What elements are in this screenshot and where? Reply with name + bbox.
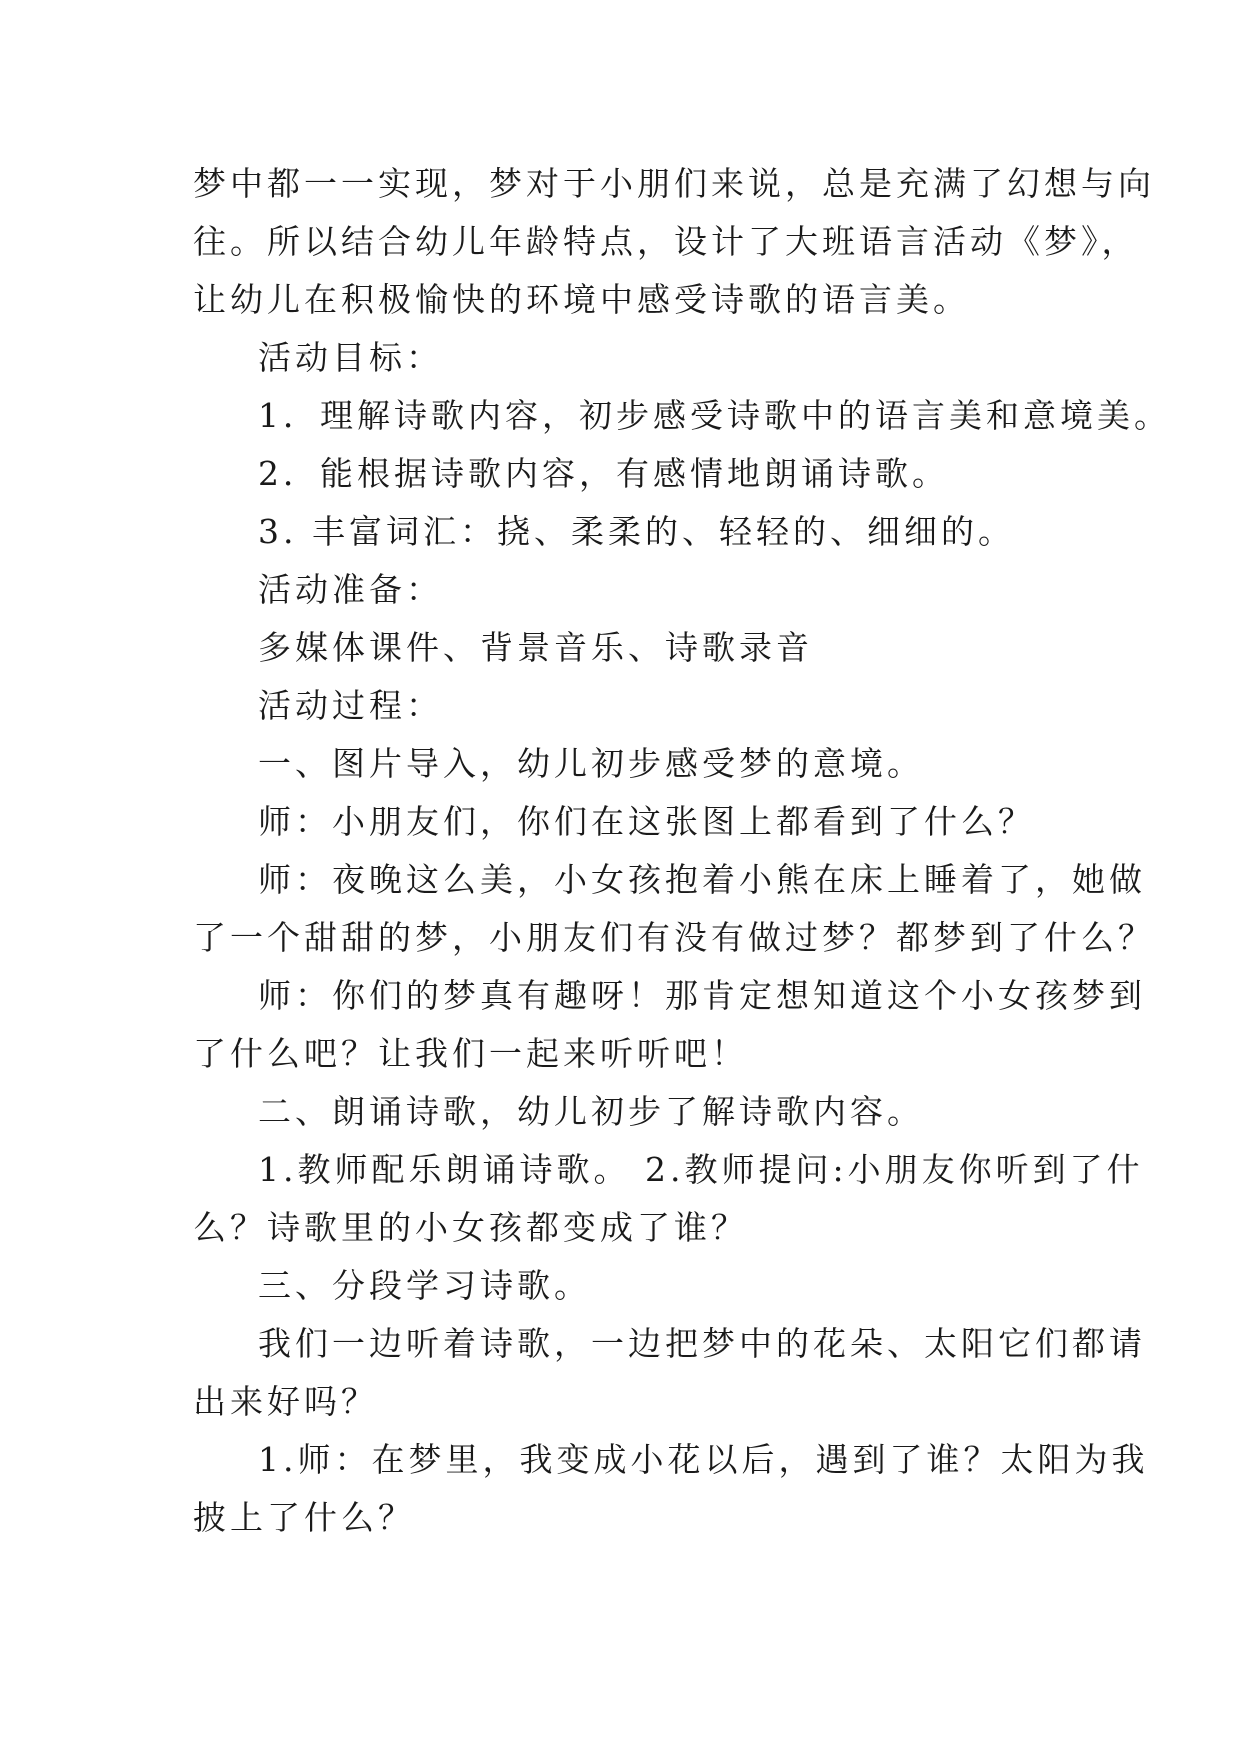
text-line: 出来好吗？	[193, 1382, 378, 1421]
section-heading-preparation: 活动准备：	[258, 570, 443, 609]
list-item: 3. 丰富词汇：挠、柔柔的、轻轻的、细细的。	[258, 512, 1015, 551]
text-line: 让幼儿在积极愉快的环境中感受诗歌的语言美。	[193, 280, 970, 319]
list-item: 1．理解诗歌内容，初步感受诗歌中的语言美和意境美。	[258, 396, 1171, 435]
step-heading: 一、图片导入，幼儿初步感受梦的意境。	[258, 744, 924, 783]
list-item: 2．能根据诗歌内容，有感情地朗诵诗歌。	[258, 454, 949, 493]
text-line: 师：夜晚这么美，小女孩抱着小熊在床上睡着了，她做	[258, 860, 1146, 899]
step-heading: 二、朗诵诗歌，幼儿初步了解诗歌内容。	[258, 1092, 924, 1131]
text-line: 多媒体课件、背景音乐、诗歌录音	[258, 628, 813, 667]
text-line: 我们一边听着诗歌，一边把梦中的花朵、太阳它们都请	[258, 1324, 1146, 1363]
text-line: 1.教师配乐朗诵诗歌。 2.教师提问:小朋友你听到了什	[258, 1150, 1144, 1189]
text-line: 披上了什么？	[193, 1498, 415, 1537]
text-line: 么？诗歌里的小女孩都变成了谁？	[193, 1208, 748, 1247]
text-line: 梦中都一一实现，梦对于小朋们来说，总是充满了幻想与向	[193, 164, 1155, 203]
text-line: 1.师：在梦里，我变成小花以后，遇到了谁？太阳为我	[258, 1440, 1149, 1479]
section-heading-goals: 活动目标：	[258, 338, 443, 377]
text-line: 往。所以结合幼儿年龄特点，设计了大班语言活动《梦》，	[193, 222, 1139, 261]
text-line: 师：小朋友们，你们在这张图上都看到了什么？	[258, 802, 1035, 841]
step-heading: 三、分段学习诗歌。	[258, 1266, 591, 1305]
text-line: 师：你们的梦真有趣呀！那肯定想知道这个小女孩梦到	[258, 976, 1146, 1015]
section-heading-process: 活动过程：	[258, 686, 443, 725]
text-line: 了一个甜甜的梦，小朋友们有没有做过梦？都梦到了什么？	[193, 918, 1155, 957]
text-line: 了什么吧？让我们一起来听听吧！	[193, 1034, 748, 1073]
